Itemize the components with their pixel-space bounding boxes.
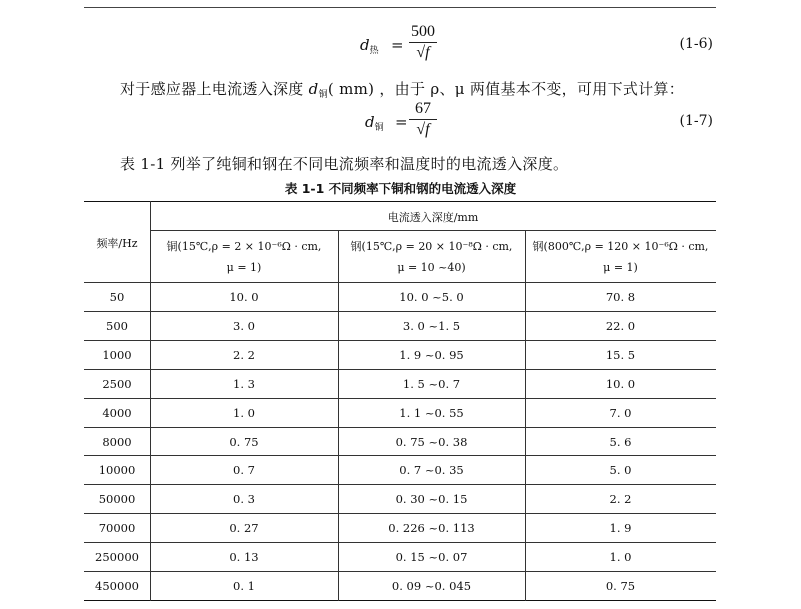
row-divider [84,513,716,514]
cell-steel-800c-depth: 1. 0 [609,550,632,565]
cell-steel-15c-depth: 0. 7 ~0. 35 [399,463,464,478]
fraction-numerator: 67 [415,100,431,117]
fraction-denominator: √f [416,44,430,61]
equation-lhs: $d_铜$ [365,113,384,133]
col-header-steel800-line2: μ = 1) [603,261,638,274]
cell-frequency: 2500 [102,376,132,391]
cell-frequency: 4000 [102,405,132,420]
col-header-copper-line1: 铜(15℃,ρ = 2 × 10⁻⁶Ω · cm, [166,240,322,253]
col-header-steel800-line1: 钢(800℃,ρ = 120 × 10⁻⁶Ω · cm, [532,240,709,253]
cell-frequency: 1000 [102,347,132,362]
row-divider [84,311,716,312]
cell-copper-depth: 0. 7 [233,463,255,478]
col-header-steel15-line2: μ = 10 ~40) [397,261,466,274]
cell-copper-depth: 0. 75 [229,434,259,449]
penetration-depth-table [84,201,716,601]
row-divider [84,542,716,543]
fraction-numerator: 500 [411,23,435,40]
fraction-denominator: √f [416,121,430,138]
cell-copper-depth: 0. 1 [233,579,255,593]
col-header-copper-line2: μ = 1) [226,261,262,274]
cell-steel-800c-depth: 10. 0 [605,376,636,391]
cell-steel-15c-depth: 10. 0 ~5. 0 [399,290,464,304]
row-divider [84,455,716,456]
row-divider [84,484,716,485]
fraction [405,100,441,139]
equation-number: (1-6) [679,36,713,52]
col-header-steel15-line1: 钢(15℃,ρ = 20 × 10⁻⁸Ω · cm, [350,240,513,253]
row-divider [84,571,716,572]
cell-steel-15c-depth: 0. 30 ~0. 15 [395,492,468,507]
paragraph-2: 表 1-1 列举了纯铜和钢在不同电流频率和温度时的电流透入深度。 [120,155,569,173]
fraction [405,23,441,62]
cell-steel-15c-depth: 0. 75 ~0. 38 [395,434,468,449]
row-divider [84,340,716,341]
cell-copper-depth: 0. 27 [229,521,259,536]
cell-copper-depth: 1. 0 [233,405,255,420]
paragraph-1: 对于感应器上电流透入深度 $d_铜$( mm) ，由于 ρ、μ 两值基本不变，可用下式计算： [120,80,685,100]
cell-steel-15c-depth: 1. 9 ~0. 95 [399,347,464,362]
cell-steel-800c-depth: 7. 0 [609,405,632,420]
cell-steel-800c-depth: 5. 6 [609,434,632,449]
table-caption: 表 1-1 不同频率下铜和钢的电流透入深度 [284,181,517,196]
cell-steel-15c-depth: 1. 5 ~0. 7 [402,376,461,391]
cell-copper-depth: 3. 0 [233,318,255,333]
row-divider [84,398,716,399]
cell-frequency: 250000 [95,550,139,565]
cell-steel-15c-depth: 3. 0 ~1. 5 [402,318,461,333]
cell-steel-800c-depth: 1. 9 [609,521,632,536]
cell-steel-15c-depth: 0. 09 ~0. 045 [391,579,472,593]
table-top-rule [84,201,716,202]
cell-frequency: 70000 [98,521,136,536]
table-bottom-rule [84,600,716,601]
cell-steel-800c-depth: 15. 5 [605,347,636,362]
equation-lhs: $d_热$ [360,36,379,56]
cell-steel-15c-depth: 0. 15 ~0. 07 [395,550,468,565]
cell-steel-800c-depth: 70. 8 [605,290,636,304]
cell-copper-depth: 2. 2 [233,347,255,362]
equals-sign: = [391,36,404,54]
equation-1-6 [0,22,801,66]
cell-steel-800c-depth: 0. 75 [605,579,636,593]
cell-frequency: 450000 [95,579,139,593]
cell-steel-800c-depth: 2. 2 [609,492,632,507]
equation-number: (1-7) [679,113,713,129]
cell-steel-800c-depth: 5. 0 [609,463,632,478]
header-bottom-rule [84,282,716,283]
cell-steel-15c-depth: 1. 1 ~0. 55 [399,405,464,420]
cell-frequency: 50 [109,290,125,304]
cell-copper-depth: 0. 13 [229,550,259,565]
row-divider [84,427,716,428]
cell-frequency: 10000 [98,463,136,478]
freq-header: 频率/Hz [96,237,138,250]
cell-frequency: 50000 [98,492,136,507]
cell-frequency: 8000 [102,434,132,449]
equation-1-7 [0,100,801,144]
cell-copper-depth: 1. 3 [233,376,255,391]
cell-steel-15c-depth: 0. 226 ~0. 113 [388,521,475,536]
cell-steel-800c-depth: 22. 0 [605,318,636,333]
cell-frequency: 500 [106,318,128,333]
cell-copper-depth: 0. 3 [233,492,255,507]
equals-sign: = [395,113,408,131]
page-top-rule [84,7,716,8]
row-divider [84,369,716,370]
group-header: 电流透入深度/mm [387,211,479,224]
cell-copper-depth: 10. 0 [229,290,259,304]
group-header-rule [150,230,716,231]
